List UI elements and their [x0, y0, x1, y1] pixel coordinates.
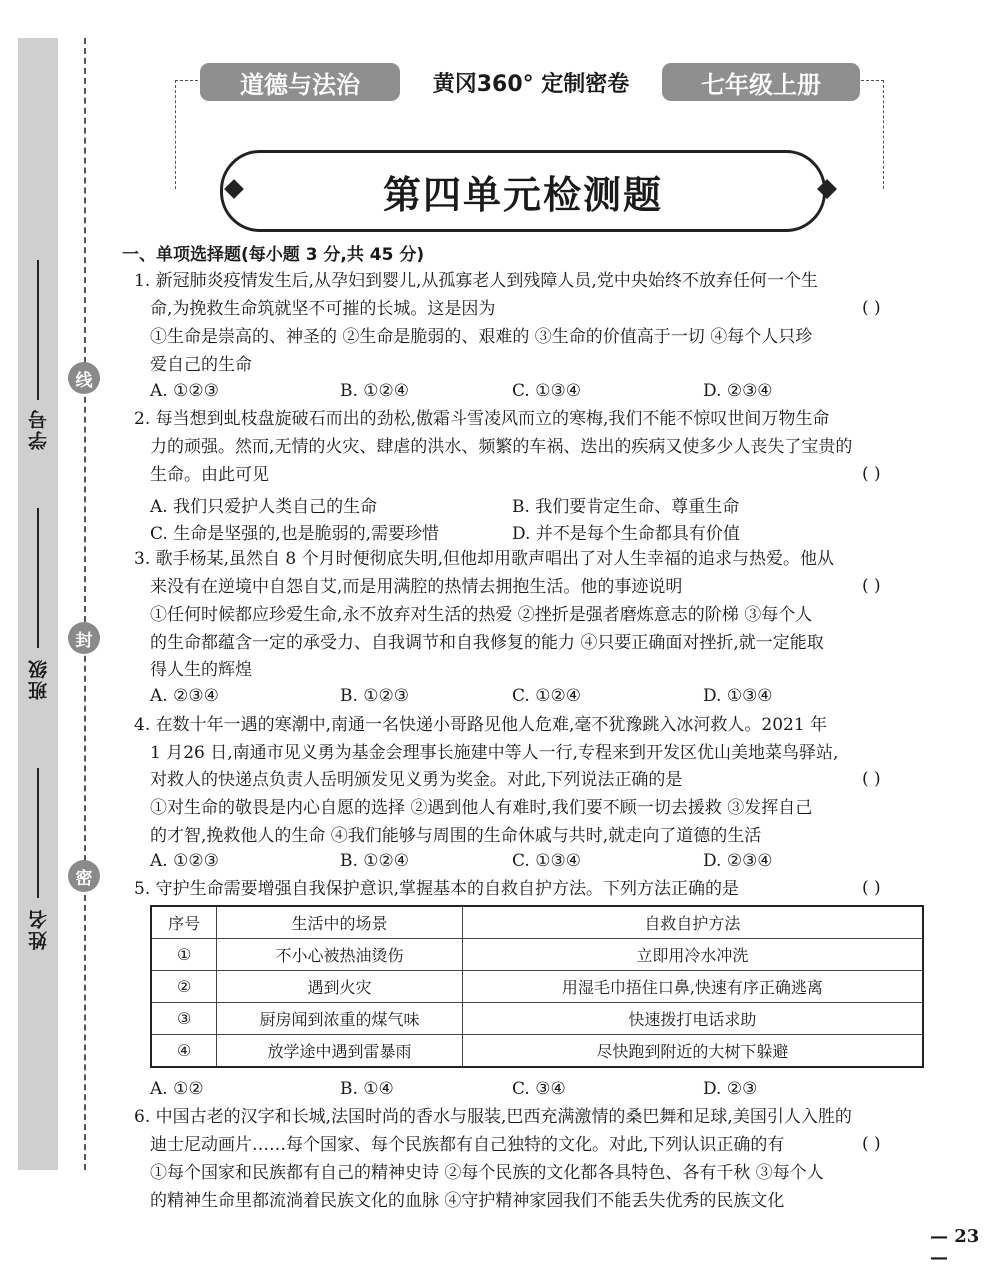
- q6-line-3: ①每个国家和民族都有自己的精神史诗 ②每个民族的文化都各具特色、各有千秋 ③每个人: [150, 1163, 824, 1183]
- q2-line-2: 力的顽强。然而,无情的火灾、肆虐的洪水、频繁的车祸、迭出的疾病又使多少人丧失了宝贵的: [150, 437, 853, 457]
- q3-option-c[interactable]: C. ①②④: [512, 686, 581, 706]
- q1-option-b[interactable]: B. ①②④: [340, 381, 410, 401]
- student-id-line[interactable]: [37, 260, 39, 400]
- seal-secret-mark: 密: [68, 860, 100, 892]
- q5-line-1: 5. 守护生命需要增强自我保护意识,掌握基本的自救自护方法。下列方法正确的是: [134, 879, 740, 899]
- q1-line-1: 1. 新冠肺炎疫情发生后,从孕妇到婴儿,从孤寡老人到残障人员,党中央始终不放弃任何一个生: [134, 271, 818, 291]
- table-row: [151, 971, 923, 1003]
- table-cell: 不小心被热油烫伤: [217, 939, 462, 971]
- q1-line-3: ①生命是崇高的、神圣的 ②生命是脆弱的、艰难的 ③生命的价值高于一切 ④每个人只珍: [150, 327, 813, 347]
- q1-answer-blank[interactable]: ( ): [862, 298, 881, 318]
- q1-option-d[interactable]: D. ②③④: [703, 381, 773, 401]
- q1-option-c[interactable]: C. ①③④: [512, 381, 581, 401]
- table-header-cell: 自救自护方法: [462, 906, 923, 939]
- q3-option-b[interactable]: B. ①②③: [340, 686, 410, 706]
- q5-table: [150, 905, 924, 1068]
- q4-line-4: ①对生命的敬畏是内心自愿的选择 ②遇到他人有难时,我们要不顾一切去援救 ③发挥自己: [150, 798, 813, 818]
- series-name: 黄冈360° 定制密卷: [427, 67, 636, 98]
- q3-line-4: 的生命都蕴含一定的承受力、自我调节和自我修复的能力 ④只要正确面对挫折,就一定能取: [150, 633, 824, 653]
- q4-line-5: 的才智,挽救他人的生命 ④我们能够与周围的生命休戚与共时,就走向了道德的生活: [150, 826, 762, 846]
- q3-line-5: 得人生的辉煌: [150, 660, 252, 680]
- q4-option-d[interactable]: D. ②③④: [703, 851, 773, 871]
- q4-line-3: 对救人的快递点负责人岳明颁发见义勇为奖金。对此,下列说法正确的是: [150, 770, 683, 790]
- section-title: 一、单项选择题(每小题 3 分,共 45 分): [122, 245, 425, 265]
- page-title: 第四单元检测题: [220, 150, 826, 232]
- table-cell: 尽快跑到附近的大树下躲避: [462, 1035, 923, 1068]
- q2-answer-blank[interactable]: ( ): [862, 464, 881, 484]
- table-cell: 用湿毛巾捂住口鼻,快速有序正确逃离: [462, 971, 923, 1003]
- table-header-cell: 序号: [151, 906, 217, 939]
- q1-line-2: 命,为挽救生命筑就坚不可摧的长城。这是因为: [150, 299, 496, 319]
- q3-line-2: 来没有在逆境中自怨自艾,而是用满腔的热情去拥抱生活。他的事迹说明: [150, 577, 683, 597]
- q2-option-b[interactable]: B. 我们要肯定生命、尊重生命: [512, 497, 740, 517]
- q4-option-b[interactable]: B. ①②④: [340, 851, 410, 871]
- table-cell: ③: [151, 1003, 217, 1035]
- q5-option-a[interactable]: A. ①②: [150, 1079, 204, 1099]
- q4-option-c[interactable]: C. ①③④: [512, 851, 581, 871]
- q4-answer-blank[interactable]: ( ): [862, 769, 881, 789]
- q2-line-3: 生命。由此可见: [150, 465, 269, 485]
- subject-badge: 道德与法治: [200, 63, 400, 101]
- table-cell: 放学途中遇到雷暴雨: [217, 1035, 462, 1068]
- table-cell: ④: [151, 1035, 217, 1068]
- table-cell: ②: [151, 971, 217, 1003]
- student-id-label: 学号: [27, 408, 50, 450]
- name-label: 姓名: [27, 908, 50, 950]
- table-header-row: [151, 906, 923, 939]
- q2-option-c[interactable]: C. 生命是坚强的,也是脆弱的,需要珍惜: [150, 524, 440, 544]
- q6-answer-blank[interactable]: ( ): [862, 1134, 881, 1154]
- q2-option-d[interactable]: D. 并不是每个生命都具有价值: [512, 524, 740, 544]
- cut-line: [84, 38, 86, 1170]
- table-row: [151, 1003, 923, 1035]
- q6-line-4: 的精神生命里都流淌着民族文化的血脉 ④守护精神家园我们不能丢失优秀的民族文化: [150, 1191, 785, 1211]
- name-field: [18, 768, 58, 950]
- seal-line-mark: 线: [68, 362, 100, 394]
- q5-answer-blank[interactable]: ( ): [862, 878, 881, 898]
- q2-option-a[interactable]: A. 我们只爱护人类自己的生命: [150, 497, 378, 517]
- q5-option-c[interactable]: C. ③④: [512, 1079, 566, 1099]
- q3-option-d[interactable]: D. ①③④: [703, 686, 773, 706]
- header-row: [200, 62, 860, 102]
- table-header-cell: 生活中的场景: [217, 906, 462, 939]
- q1-option-a[interactable]: A. ①②③: [150, 381, 219, 401]
- table-cell: 厨房闻到浓重的煤气味: [217, 1003, 462, 1035]
- q1-line-4: 爱自己的生命: [150, 355, 252, 375]
- grade-badge: 七年级上册: [662, 63, 860, 101]
- page-number: — 23 —: [930, 1226, 980, 1268]
- q3-answer-blank[interactable]: ( ): [862, 576, 881, 596]
- q3-option-a[interactable]: A. ②③④: [150, 686, 219, 706]
- table-cell: 快速拨打电话求助: [462, 1003, 923, 1035]
- q6-line-1: 6. 中国古老的汉字和长城,法国时尚的香水与服装,巴西充满激情的桑巴舞和足球,美国引人入胜的: [134, 1107, 852, 1127]
- table-row: [151, 1035, 923, 1068]
- q2-line-1: 2. 每当想到虬枝盘旋破石而出的劲松,傲霜斗雪凌风而立的寒梅,我们不能不惊叹世间万物生命: [134, 409, 830, 429]
- q4-option-a[interactable]: A. ①②③: [150, 851, 219, 871]
- table-cell: ①: [151, 939, 217, 971]
- class-line[interactable]: [37, 508, 39, 648]
- q3-line-3: ①任何时候都应珍爱生命,永不放弃对生活的热爱 ②挫折是强者磨炼意志的阶梯 ③每个人: [150, 605, 813, 625]
- table-row: [151, 939, 923, 971]
- class-field: [18, 508, 58, 700]
- class-label: 班级: [27, 658, 50, 700]
- table-cell: 立即用冷水冲洗: [462, 939, 923, 971]
- table-cell: 遇到火灾: [217, 971, 462, 1003]
- q3-line-1: 3. 歌手杨某,虽然自 8 个月时便彻底失明,但他却用歌声唱出了对人生幸福的追求与热爱。他从: [134, 549, 835, 569]
- seal-seal-mark: 封: [68, 622, 100, 654]
- q4-line-1: 4. 在数十年一遇的寒潮中,南通一名快递小哥路见他人危难,毫不犹豫跳入冰河救人。2021 年: [134, 715, 828, 735]
- student-info-fields: [18, 38, 58, 1170]
- q6-line-2: 迪士尼动画片……每个国家、每个民族都有自己独特的文化。对此,下列认识正确的有: [150, 1135, 785, 1155]
- student-id-field: [18, 260, 58, 450]
- q5-option-b[interactable]: B. ①④: [340, 1079, 394, 1099]
- name-line[interactable]: [37, 768, 39, 898]
- q5-option-d[interactable]: D. ②③: [703, 1079, 758, 1099]
- q4-line-2: 1 月26 日,南通市见义勇为基金会理事长施建中等人一行,专程来到开发区优山美地菜鸟驿站,: [150, 743, 839, 763]
